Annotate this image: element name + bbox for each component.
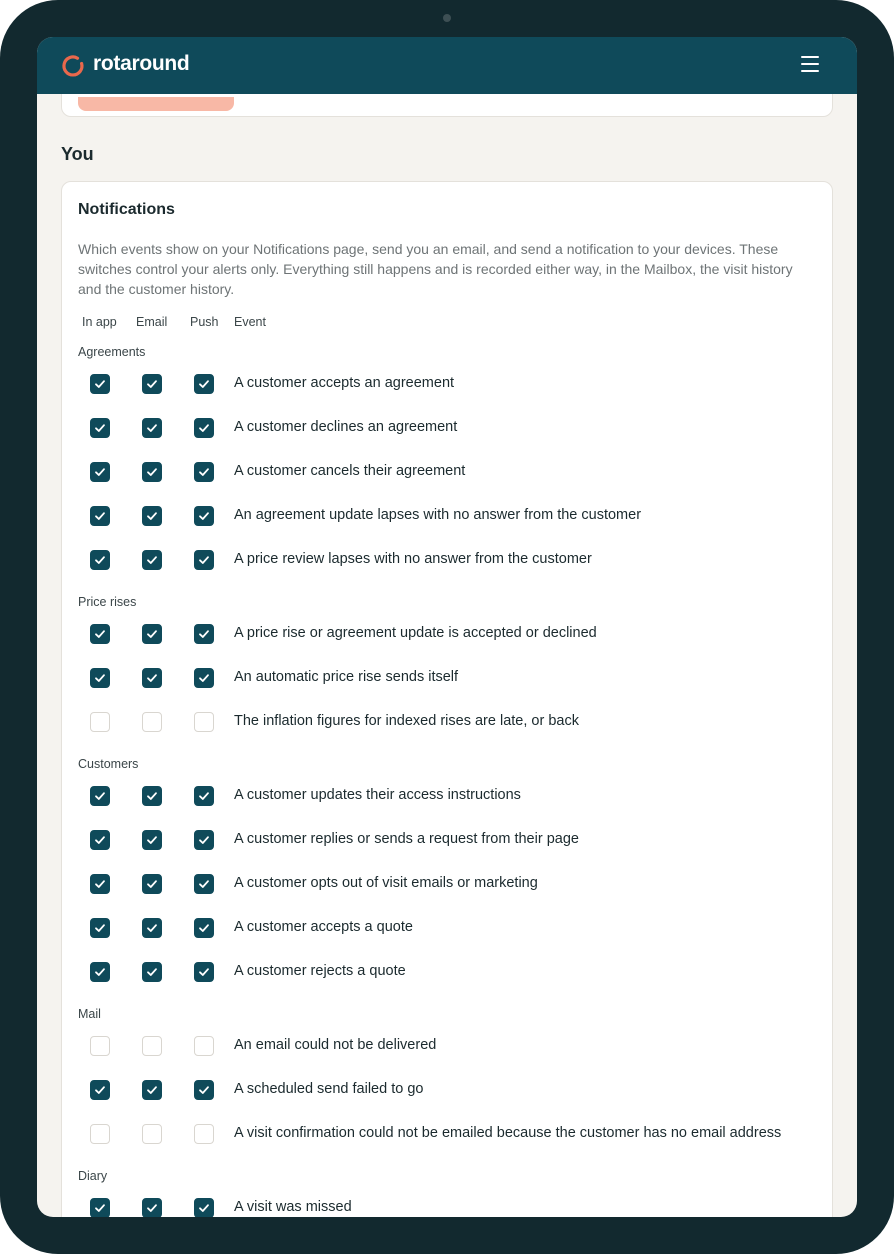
checkmark-icon [198,378,210,390]
push-checkbox[interactable] [194,1124,214,1144]
group-label: Customers [78,757,139,771]
push-checkbox[interactable] [194,550,214,570]
event-label: A customer updates their access instructions [234,787,521,803]
checkmark-icon [198,966,210,978]
notification-row [62,1036,832,1058]
checkmark-icon [146,790,158,802]
email-checkbox[interactable] [142,550,162,570]
checkmark-icon [198,922,210,934]
camera-dot [443,14,451,22]
checkmark-icon [198,554,210,566]
email-checkbox[interactable] [142,830,162,850]
checkmark-icon [198,422,210,434]
email-checkbox[interactable] [142,786,162,806]
notification-row [62,830,832,852]
in-app-checkbox[interactable] [90,712,110,732]
previous-card-button[interactable] [78,97,234,111]
push-checkbox[interactable] [194,962,214,982]
checkmark-icon [146,834,158,846]
email-checkbox[interactable] [142,918,162,938]
checkmark-icon [94,966,106,978]
event-label: A price rise or agreement update is accepted or declined [234,625,597,641]
push-checkbox[interactable] [194,462,214,482]
checkmark-icon [94,628,106,640]
checkmark-icon [198,672,210,684]
notification-row [62,462,832,484]
in-app-checkbox[interactable] [90,1198,110,1217]
checkmark-icon [94,1202,106,1214]
event-label: An agreement update lapses with no answer from the customer [234,507,642,523]
email-checkbox[interactable] [142,1036,162,1056]
group-label: Mail [78,1007,101,1021]
in-app-checkbox[interactable] [90,506,110,526]
section-title: You [61,144,94,164]
event-label: A visit confirmation could not be emailed because the customer has no email address [234,1125,782,1141]
group-label: Diary [78,1169,108,1183]
push-checkbox[interactable] [194,1198,214,1217]
checkmark-icon [94,672,106,684]
notification-row [62,1080,832,1102]
checkmark-icon [94,878,106,890]
notification-row [62,418,832,440]
checkmark-icon [94,834,106,846]
push-checkbox[interactable] [194,918,214,938]
notifications-description: Which events show on your Notifications page, send you an email, and send a notification to your devices. These switches control your alerts only. Everything still happens and is recorded either way, in the Mailbox, the visit history and the customer history. [78,241,793,297]
checkmark-icon [94,790,106,802]
checkmark-icon [146,466,158,478]
checkmark-icon [146,1084,158,1096]
column-header-push: Push [190,315,219,329]
event-label: A customer cancels their agreement [234,463,466,479]
group-label: Agreements [78,345,146,359]
notification-row [62,550,832,572]
email-checkbox[interactable] [142,712,162,732]
push-checkbox[interactable] [194,712,214,732]
event-label: An email could not be delivered [234,1037,437,1053]
checkmark-icon [94,554,106,566]
column-header-email: Email [136,315,168,329]
checkmark-icon [146,672,158,684]
previous-card [61,94,833,117]
checkmark-icon [198,466,210,478]
checkmark-icon [94,422,106,434]
checkmark-icon [146,378,158,390]
push-checkbox[interactable] [194,668,214,688]
checkmark-icon [146,628,158,640]
screen [37,37,857,1217]
email-checkbox[interactable] [142,1124,162,1144]
event-label: A scheduled send failed to go [234,1081,424,1097]
notifications-title: Notifications [78,201,175,218]
email-checkbox[interactable] [142,962,162,982]
event-label: An automatic price rise sends itself [234,669,459,685]
email-checkbox[interactable] [142,624,162,644]
notification-row [62,506,832,528]
event-label: A price review lapses with no answer from the customer [234,551,592,567]
in-app-checkbox[interactable] [90,786,110,806]
group-label: Price rises [78,595,137,609]
notification-row [62,1124,832,1146]
email-checkbox[interactable] [142,1080,162,1100]
event-label: A customer declines an agreement [234,419,458,435]
notification-row [62,712,832,734]
notification-row [62,668,832,690]
notification-row [62,962,832,984]
email-checkbox[interactable] [142,462,162,482]
column-header-event: Event [234,315,266,329]
column-header-in-app: In app [82,315,117,329]
in-app-checkbox[interactable] [90,668,110,688]
email-checkbox[interactable] [142,506,162,526]
email-checkbox[interactable] [142,874,162,894]
checkmark-icon [198,790,210,802]
checkmark-icon [198,1202,210,1214]
top-bar [37,37,857,94]
email-checkbox[interactable] [142,1198,162,1217]
checkmark-icon [94,922,106,934]
checkmark-icon [146,966,158,978]
notification-row [62,786,832,808]
push-checkbox[interactable] [194,506,214,526]
brand-name[interactable]: rotaround [93,52,190,75]
event-label: A customer rejects a quote [234,963,406,979]
checkmark-icon [198,628,210,640]
push-checkbox[interactable] [194,1080,214,1100]
checkmark-icon [146,554,158,566]
event-label: A customer accepts a quote [234,919,413,935]
event-label: The inflation figures for indexed rises are late, or back [234,713,579,729]
event-label: A customer replies or sends a request from their page [234,831,579,847]
in-app-checkbox[interactable] [90,1124,110,1144]
checkmark-icon [146,510,158,522]
checkmark-icon [198,878,210,890]
notification-row [62,374,832,396]
email-checkbox[interactable] [142,668,162,688]
event-label: A visit was missed [234,1199,352,1215]
in-app-checkbox[interactable] [90,830,110,850]
checkmark-icon [94,1084,106,1096]
notification-row [62,918,832,940]
notification-row [62,1198,832,1217]
checkmark-icon [198,834,210,846]
push-checkbox[interactable] [194,874,214,894]
checkmark-icon [94,378,106,390]
in-app-checkbox[interactable] [90,374,110,394]
notification-row [62,624,832,646]
in-app-checkbox[interactable] [90,874,110,894]
checkmark-icon [146,878,158,890]
in-app-checkbox[interactable] [90,418,110,438]
checkmark-icon [146,922,158,934]
in-app-checkbox[interactable] [90,918,110,938]
in-app-checkbox[interactable] [90,462,110,482]
checkmark-icon [94,510,106,522]
push-checkbox[interactable] [194,786,214,806]
main-content [37,94,857,1217]
checkmark-icon [94,466,106,478]
push-checkbox[interactable] [194,624,214,644]
event-label: A customer opts out of visit emails or marketing [234,875,538,891]
checkmark-icon [146,1202,158,1214]
hamburger-menu-icon[interactable] [801,56,821,76]
push-checkbox[interactable] [194,418,214,438]
in-app-checkbox[interactable] [90,550,110,570]
push-checkbox[interactable] [194,374,214,394]
in-app-checkbox[interactable] [90,624,110,644]
rotaround-logo-icon[interactable] [61,54,85,78]
push-checkbox[interactable] [194,830,214,850]
checkmark-icon [198,510,210,522]
event-label: A customer accepts an agreement [234,375,455,391]
email-checkbox[interactable] [142,374,162,394]
in-app-checkbox[interactable] [90,1036,110,1056]
in-app-checkbox[interactable] [90,962,110,982]
in-app-checkbox[interactable] [90,1080,110,1100]
push-checkbox[interactable] [194,1036,214,1056]
notifications-card [61,181,833,1217]
notification-row [62,874,832,896]
checkmark-icon [146,422,158,434]
email-checkbox[interactable] [142,418,162,438]
checkmark-icon [198,1084,210,1096]
